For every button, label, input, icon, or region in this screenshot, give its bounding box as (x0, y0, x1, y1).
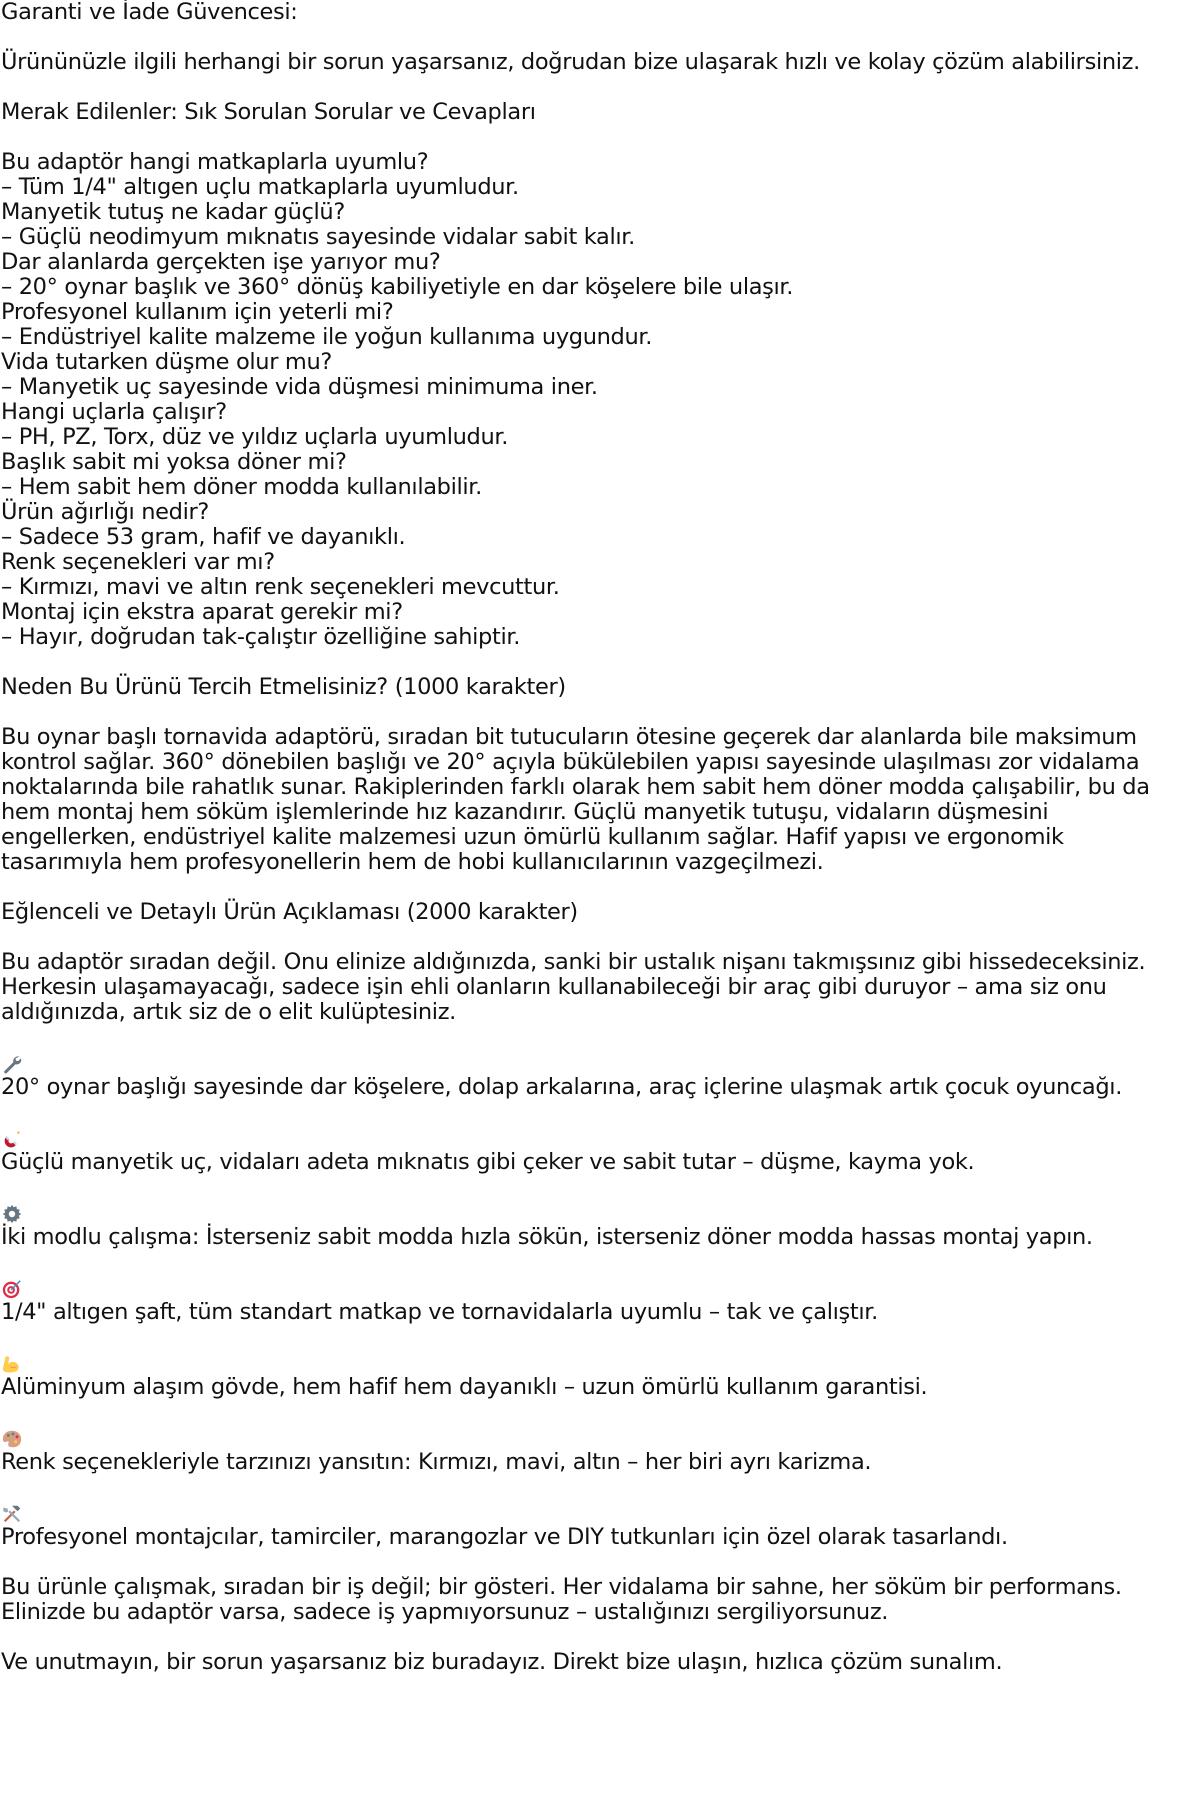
faq-title: Merak Edilenler: Sık Sorulan Sorular ve Cevapları (1, 99, 536, 125)
faq-answer: – Manyetik uç sayesinde vida düşmesi minimuma iner. (1, 374, 598, 400)
spacer (1, 1550, 1176, 1575)
why-title: Neden Bu Ürünü Tercih Etmelisiniz? (1000 karakter) (1, 674, 566, 700)
feature-text: Alüminyum alaşım gövde, hem hafif hem dayanıklı – uzun ömürlü kullanım garantisi. (1, 1374, 928, 1400)
feature-text: İki modlu çalışma: İsterseniz sabit modda hızla sökün, isterseniz döner modda hassas montaj yapın. (1, 1224, 1093, 1250)
spacer (1, 875, 1176, 900)
faq-answer: – Tüm 1/4" altıgen uçlu matkaplarla uyumludur. (1, 174, 519, 200)
spacer (1, 1325, 1176, 1350)
spacer (1, 75, 1176, 100)
flexed-biceps-icon (1, 1350, 1176, 1375)
closing-text: Bu ürünle çalışmak, sıradan bir iş değil; bir gösteri. Her vidalama bir sahne, her söküm bir performans. Elinizde bu adaptör varsa, sadece iş yapmıyorsunuz – ustalığınızı sergiliyorsunuz. (1, 1574, 1122, 1625)
faq-question: Manyetik tutuş ne kadar güçlü? (1, 199, 345, 225)
spacer (1, 1250, 1176, 1275)
palette-icon (1, 1425, 1176, 1450)
feature-text: 20° oynar başlığı sayesinde dar köşelere, dolap arkalarına, araç içlerine ulaşmak artık çocuk oyuncağı. (1, 1074, 1122, 1100)
gear-icon (1, 1200, 1176, 1225)
spacer (1, 1475, 1176, 1500)
spacer (1, 1025, 1176, 1050)
hammer-wrench-icon (1, 1500, 1176, 1525)
faq-answer: – Hayır, doğrudan tak-çalıştır özelliğine sahiptir. (1, 624, 520, 650)
faq-question: Montaj için ekstra aparat gerekir mi? (1, 599, 403, 625)
faq-answer: – PH, PZ, Torx, düz ve yıldız uçlarla uyumludur. (1, 424, 509, 450)
faq-answer: – 20° oynar başlık ve 360° dönüş kabiliyetiyle en dar köşelere bile ulaşır. (1, 274, 794, 300)
faq-answer: – Hem sabit hem döner modda kullanılabilir. (1, 474, 482, 500)
faq-question: Bu adaptör hangi matkaplarla uyumlu? (1, 149, 429, 175)
warranty-title: Garanti ve İade Güvencesi: (1, 0, 298, 25)
spacer (1, 1100, 1176, 1125)
spacer (1, 25, 1176, 50)
fun-title: Eğlenceli ve Detaylı Ürün Açıklaması (2000 karakter) (1, 899, 578, 925)
why-text: Bu oynar başlı tornavida adaptörü, sıradan bit tutucuların ötesine geçerek dar alanlarda bile maksimum kontrol sağlar. 360° dönebilen başlığı ve 20° açıyla bükülebilen yapısı sayesinde ulaşılması zor vidalama noktalarında bile rahatlık sunar. Rakiplerinden farklı olarak hem sabit hem döner modda çalışabilir, bu da hem montaj hem söküm işlemlerinde hız kazandırır. Güçlü manyetik tutuşu, vidaların düşmesini engellerken, endüstriyel kalite malzemesi uzun ömürlü kullanım sağlar. Hafif yapısı ve ergonomik tasarımıyla hem profesyonellerin hem de hobi kullanıcılarının vazgeçilmezi. (1, 724, 1150, 875)
faq-answer: – Güçlü neodimyum mıknatıs sayesinde vidalar sabit kalır. (1, 224, 635, 250)
wrench-icon (1, 1050, 1176, 1075)
product-description-document (1, 0, 1176, 1675)
spacer (1, 650, 1176, 675)
feature-text: Renk seçenekleriyle tarzınızı yansıtın: Kırmızı, mavi, altın – her biri ayrı karizma. (1, 1449, 872, 1475)
faq-answer: – Endüstriyel kalite malzeme ile yoğun kullanıma uygundur. (1, 324, 653, 350)
faq-list (1, 150, 1176, 650)
faq-question: Ürün ağırlığı nedir? (1, 499, 209, 525)
faq-question: Hangi uçlarla çalışır? (1, 399, 227, 425)
spacer (1, 1625, 1176, 1650)
spacer (1, 700, 1176, 725)
faq-question: Başlık sabit mi yoksa döner mi? (1, 449, 347, 475)
faq-answer: – Sadece 53 gram, hafif ve dayanıklı. (1, 524, 406, 550)
feature-text: 1/4" altıgen şaft, tüm standart matkap ve tornavidalarla uyumlu – tak ve çalıştır. (1, 1299, 878, 1325)
fun-intro: Bu adaptör sıradan değil. Onu elinize aldığınızda, sanki bir ustalık nişanı takmışsınız gibi hissedeceksiniz. Herkesin ulaşamayacağı, sadece işin ehli olanların kullanabileceği bir araç gibi duruyor – ama siz onu aldığınızda, artık siz de o elit kulüptesiniz. (1, 949, 1146, 1025)
spacer (1, 1400, 1176, 1425)
faq-question: Vida tutarken düşme olur mu? (1, 349, 332, 375)
warranty-text: Ürününüzle ilgili herhangi bir sorun yaşarsanız, doğrudan bize ulaşarak hızlı ve kolay çözüm alabilirsiniz. (1, 49, 1140, 75)
spacer (1, 925, 1176, 950)
faq-question: Profesyonel kullanım için yeterli mi? (1, 299, 394, 325)
feature-text: Profesyonel montajcılar, tamirciler, marangozlar ve DIY tutkunları için özel olarak tasarlandı. (1, 1524, 1008, 1550)
magnet-icon (1, 1125, 1176, 1150)
faq-answer: – Kırmızı, mavi ve altın renk seçenekleri mevcuttur. (1, 574, 560, 600)
target-icon (1, 1275, 1176, 1300)
faq-question: Dar alanlarda gerçekten işe yarıyor mu? (1, 249, 441, 275)
faq-question: Renk seçenekleri var mı? (1, 549, 275, 575)
spacer (1, 125, 1176, 150)
spacer (1, 1175, 1176, 1200)
final-text: Ve unutmayın, bir sorun yaşarsanız biz buradayız. Direkt bize ulaşın, hızlıca çözüm sunalım. (1, 1649, 1003, 1675)
feature-text: Güçlü manyetik uç, vidaları adeta mıknatıs gibi çeker ve sabit tutar – düşme, kayma yok. (1, 1149, 975, 1175)
